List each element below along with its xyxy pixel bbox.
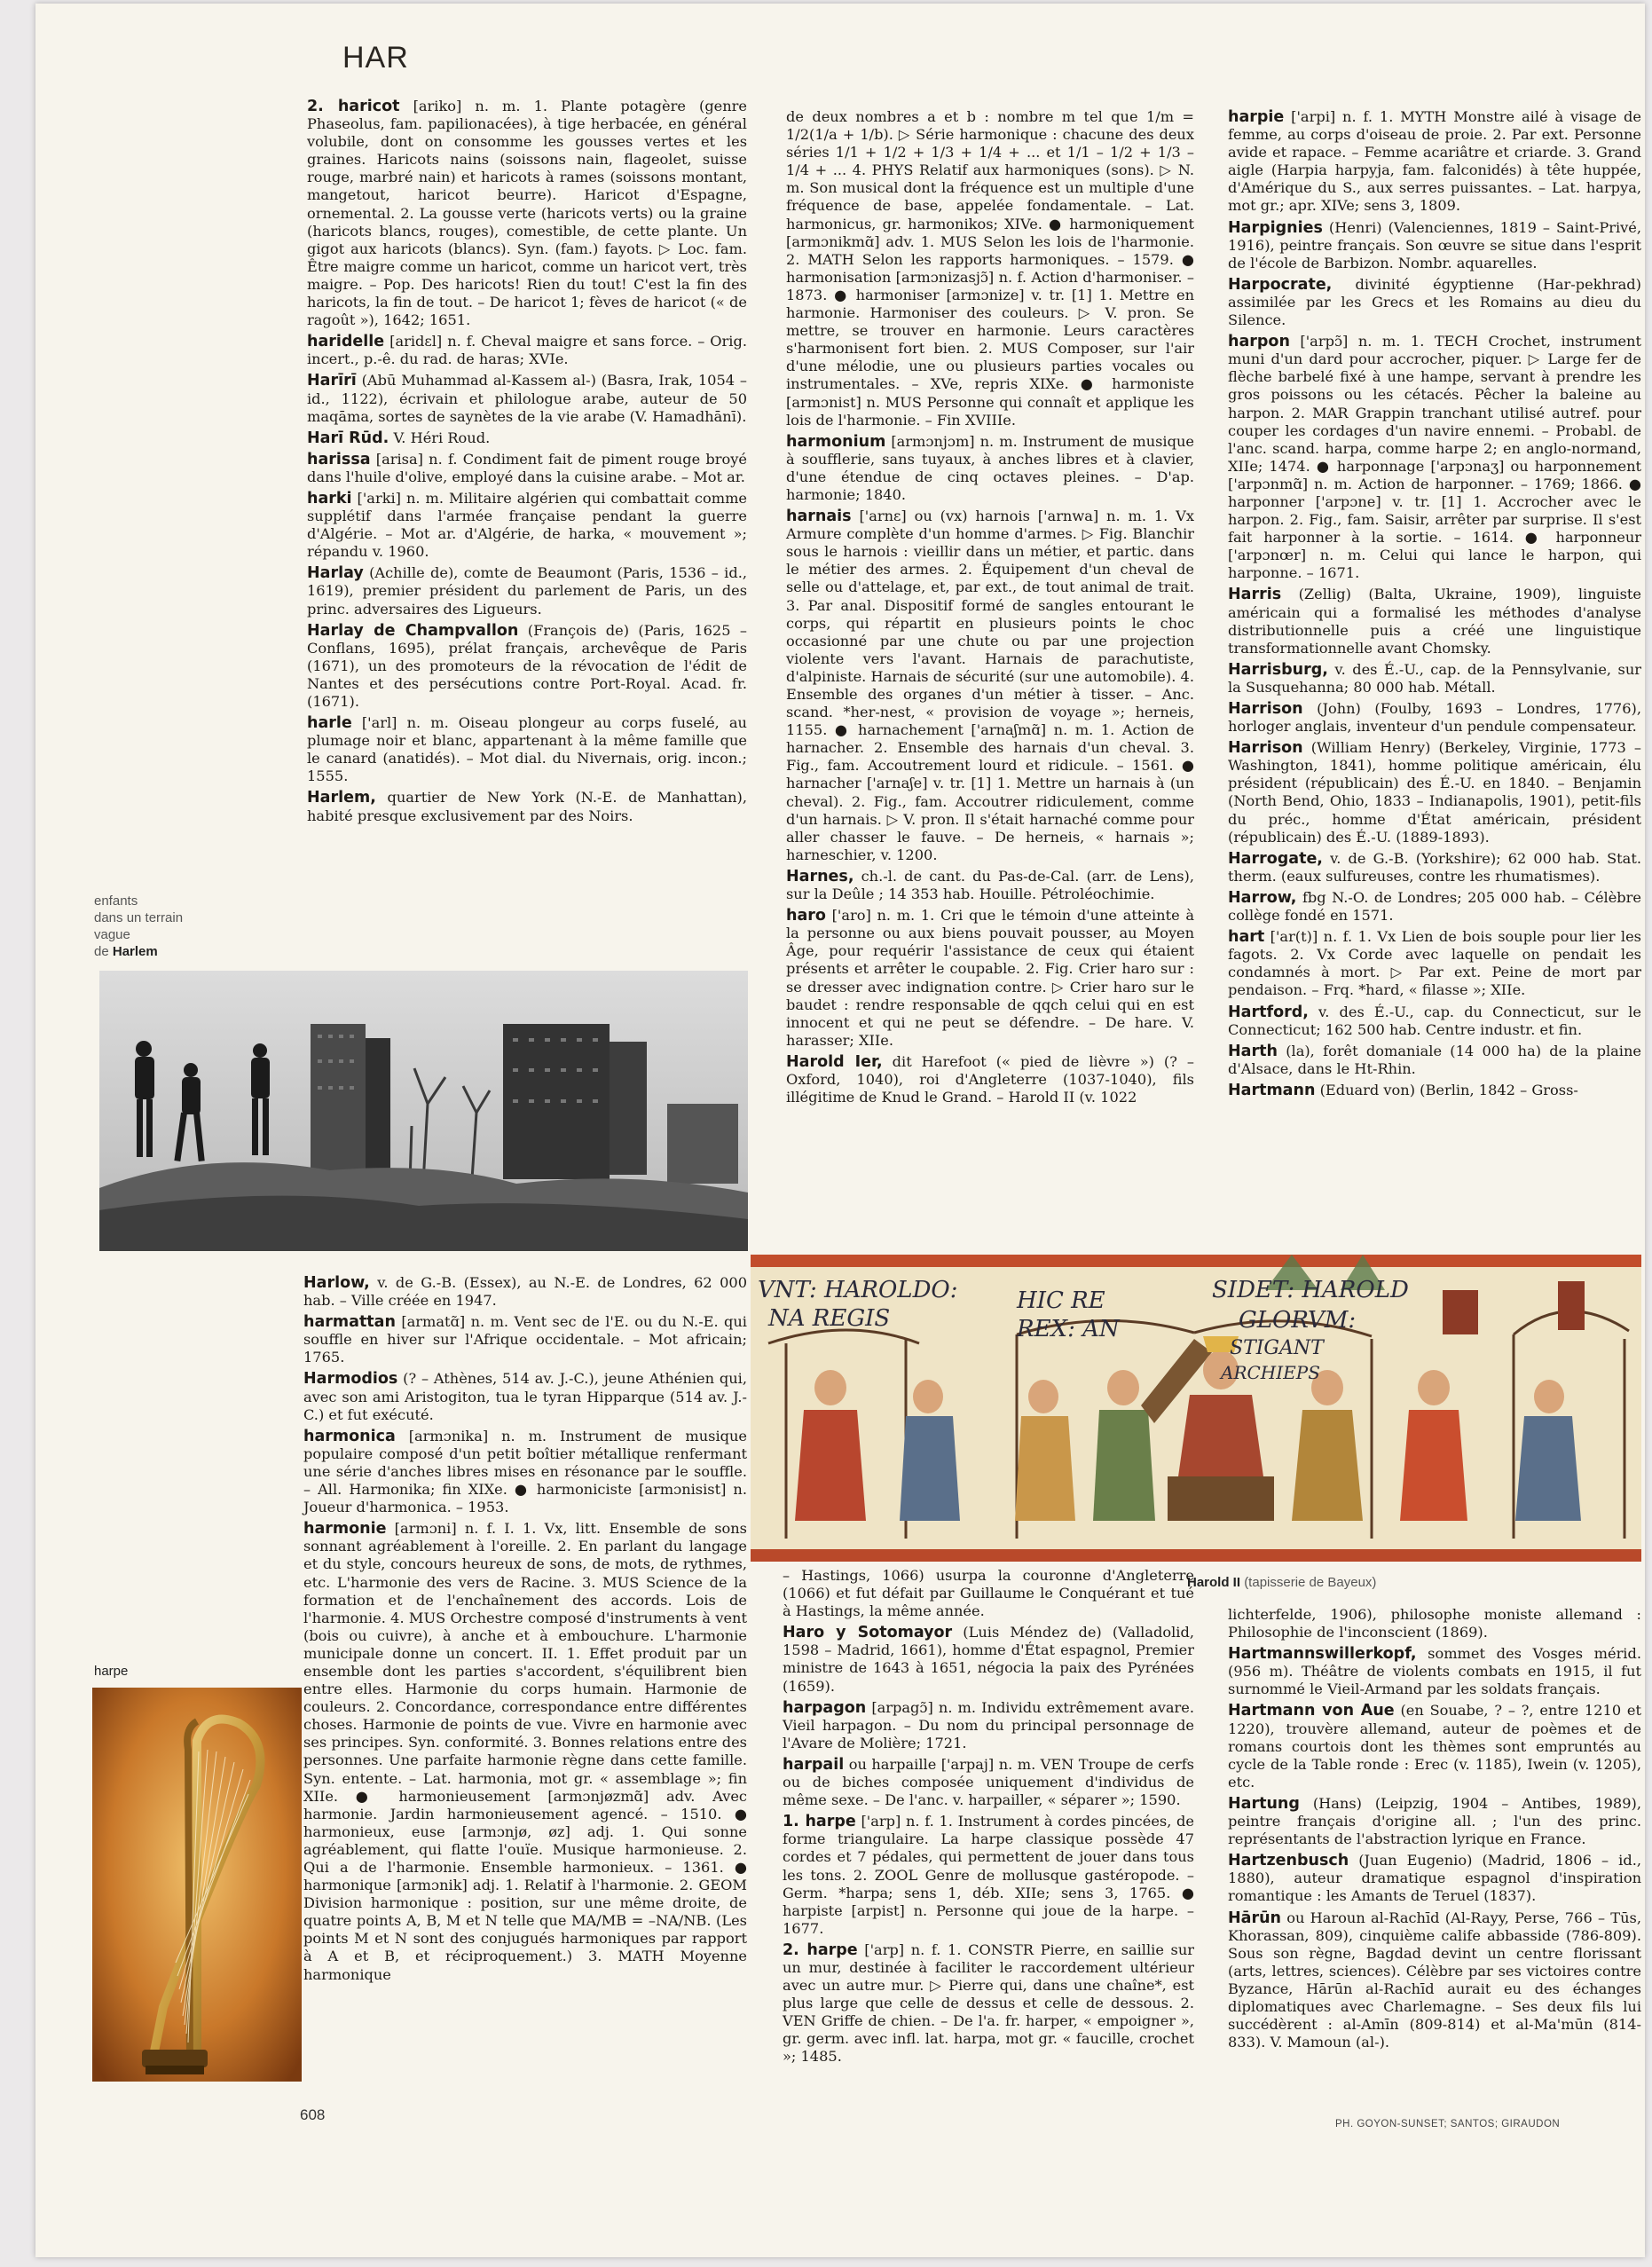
dictionary-entry (1228, 333, 1641, 582)
tapestry-text-c: HIC RE (1017, 1287, 1105, 1314)
entry-definition: ['arl] n. m. Oiseau plongeur au corps fuselé, au plumage noir et blanc, appartenant à la même famille que le canard (anatidés). – Mot dial. du Nivernais, orig. incon.; 1555. (307, 714, 747, 785)
dictionary-entry (303, 1274, 747, 1310)
entry-definition: v. de G.-B. (Yorkshire); 62 000 hab. Stat. therm. (eaux sulfureuses, contre les rhumatismes). (1228, 849, 1641, 885)
dictionary-entry (1228, 1004, 1641, 1039)
entry-headword: harnais (786, 508, 852, 526)
entry-headword: 2. harpe (783, 1940, 858, 1959)
harlem-caption-line1: enfants (94, 893, 138, 909)
entry-definition: dit Harefoot (« pied de lièvre ») (? – Oxford, 1040), roi d'Angleterre (1037-1040), fils illégitime de Knud le Grand. – Harold II (v. 1022 (786, 1052, 1194, 1106)
entry-definition: (Achille de), comte de Beaumont (Paris, 1536 – id., 1619), premier président du parlement de Paris, un des princ. adversaires des Ligueurs. (307, 564, 747, 618)
entry-headword: Hartmannswillerkopf, (1228, 1645, 1417, 1664)
dictionary-entry (1228, 1909, 1641, 2052)
dictionary-entry (783, 1813, 1194, 1938)
entry-headword: Harī Rūd. (307, 429, 389, 447)
dictionary-entry (1228, 108, 1641, 216)
dictionary-entry (786, 907, 1194, 1050)
dictionary-entry (783, 1941, 1194, 2066)
entry-headword: harmonica (303, 1427, 396, 1445)
harlem-caption-name: Harlem (112, 944, 158, 959)
entry-definition: ['aro] n. m. 1. Cri que le témoin d'une atteinte à la personne ou aux biens pouvait pousser, au Moyen Âge, pour requérir l'assistance de ceux qui étaient présents et arrêter le coupable. 2. Fig. Crier haro sur : se dresser avec indignation contre. ▷ Crier haro sur le baudet : rendre responsable de qqch celui qui en est innocent et qui ne peut se défendre. – De hare. V. harasser; XIIe. (786, 907, 1194, 1049)
entry-definition: (Hans) (Leipzig, 1904 – Antibes, 1989), peintre français d'origine all. ; l'un des princ. représentants de l'abstraction lyrique en France. (1228, 1794, 1641, 1848)
dictionary-entry (786, 433, 1194, 504)
dictionary-entry (307, 714, 747, 785)
column-2-bottom (783, 1567, 1194, 2070)
tapestry-text-f: GLORVM: (1239, 1307, 1357, 1334)
dictionary-entry (307, 429, 747, 447)
entry-definition: ['arnɛ] ou (vx) harnois ['arnwa] n. m. 1. Vx Armure complète d'un homme d'armes. ▷ Fig. Blanchir sous le harnois : vieillir dans un métier, et partic. dans le métier des armes. 2. Équipement d'un cheval de selle ou d'attelage, et, par ext., de tout animal de trait. 3. Par anal. Dispositif formé de sangles entourant le corps, qui répartit en plusieurs points le choc occasionné par une chute ou par une projection violente vers l'avant. Harnais de parachutiste, d'alpiniste. Harnais de sécurité (sur une automobile). 4. Ensemble des organes d'un métier à tisser. – Anc. scand. *her-nest, « provision de voyage »; herneis, 1155. ● harnachement ['arnaʃmɑ̃] n. m. 1. Action de harnacher. 2. Ensemble des harnais d'un cheval. 3. Fig., fam. Accoutrement lourd et ridicule. – 1561. ● harnacher ['arnaʃe] v. tr. [1] 1. Mettre un harnais à (un cheval). 2. Fig., fam. Accoutrer ridiculement, comme d'un harnais. ▷ V. pron. Il s'était harnaché comme pour aller chasser le fauve. – De herneis, « harnais »; harneschier, v. 1200. (786, 508, 1194, 863)
page-header-title: HAR (342, 41, 409, 75)
entry-definition: ['arpi] n. f. 1. MYTH Monstre ailé à visage de femme, au corps d'oiseau de proie. 2. Par ext. Personne avide et rapace. – Femme acariâtre et criarde. 3. Grand aigle (Harpia harpyja, fam. falconidés) à tête huppée, d'Amérique du S., aux serres puissantes. – Lat. harpya, mot gr.; apr. XIVe; sens 3, 1809. (1228, 108, 1641, 215)
entry-headword: Harrogate, (1228, 849, 1323, 868)
harp-image (92, 1688, 302, 2082)
entry-headword: Hartmann von Aue (1228, 1702, 1395, 1720)
dictionary-entry (1228, 739, 1641, 846)
dictionary-entry (786, 108, 1194, 429)
dictionary-page (35, 4, 1645, 2257)
tapestry-text-e: SIDET: HAROLD (1212, 1277, 1409, 1303)
entry-definition: sommet des Vosges mérid. (956 m). Théâtre de violents combats en 1915, il fut surnommé le Vieil-Armand par les soldats français. (1228, 1645, 1641, 1698)
entry-definition: [ariko] n. m. 1. Plante potagère (genre Phaseolus, fam. papilionacées), à tige herbacée, en général volubile, dont on consomme les gousses vertes et les graines. Haricots nains (soissons nain, flageolet, suisse rouge, marbré nain) et haricots à rames (soissons montant, mangetout, haricot beurre). Haricot d'Espagne, ornemental. 2. La gousse verte (haricots verts) ou la graine (haricots blancs, rouges), comestible, de cette plante. Un gigot aux haricots (blancs). Syn. (fam.) fayots. ▷ Loc. fam. Être maigre comme un haricot, comme un haricot vert, très maigre. – Pop. Des haricots! Rien du tout! C'est la fin des haricots, la fin de tout. – De haricot 1; fèves de haricot (« de ragoût »), 1642; 1651. (307, 98, 747, 329)
column-1-top (307, 98, 747, 829)
dictionary-entry (1228, 1795, 1641, 1848)
entry-headword: Harlow, (303, 1274, 370, 1292)
dictionary-entry (307, 98, 747, 329)
entry-definition: [armɔni] n. f. I. 1. Vx, litt. Ensemble de sons sonnant agréablement à l'oreille. 2. En parlant du langage et du style, concours heureux de sons, de mots, de rythmes, etc. L'harmonie des vers de Racine. 3. MUS Science de la formation et de l'enchaînement des accords. Lois de l'harmonie. 4. MUS Orchestre composé d'instruments à vent (bois ou cuivre), à anche et à embouchure. L'harmonie municipale donne un concert. II. 1. Effet produit par un ensemble dont les parties s'accordent, s'équilibrent bien entre elles. Harmonie du corps humain. Harmonie de couleurs. 2. Concordance, correspondance entre différentes choses. Harmonie de points de vue. Vivre en harmonie avec ses principes. Syn. conformité. 3. Bonnes relations entre des personnes. Une parfaite harmonie règne dans cette famille. Syn. entente. – Lat. harmonia, mot gr. « assemblage »; fin XIIe. ● harmonieusement [armɔnjøzmɑ̃] adv. Avec harmonie. Jardin harmonieusement agencé. – 1510. ● harmonieux, euse [armɔnjø, øz] adj. 1. Qui sonne agréablement, qui flatte l'ouïe. Musique harmonieuse. 2. Qui a de l'harmonie. Ensemble harmonieux. – 1361. ● harmonique [armɔnik] adj. 1. Relatif à l'harmonie. 2. GEOM Division harmonique : position, sur une même droite, de quatre points A, B, M et N telle que MA/MB = –NA/NB. (Les points M et N sont des conjugués harmoniques par rapport à A et B, et réciproquement.) 3. MATH Moyenne harmonique (303, 1520, 747, 1983)
entry-definition: ['arp] n. f. 1. Instrument à cordes pincées, de forme triangulaire. La harpe classique possède 47 cordes et 7 pédales, qui permettent de jouer dans tous les tons. 2. ZOOL Genre de mollusque gastéropode. – Germ. *harpa; sens 1, déb. XIIe; sens 3, 1765. ● harpiste [arpist] n. Personne qui joue de la harpe. – 1677. (783, 1813, 1194, 1937)
entry-definition: – Hastings, 1066) usurpa la couronne d'Angleterre (1066) et fut défait par Guillaume le Conquérant et tué à Hastings, la même année. (783, 1567, 1194, 1620)
dictionary-entry (786, 508, 1194, 864)
entry-headword: 1. harpe (783, 1813, 856, 1831)
entry-definition: (Abū Muhammad al-Kassem al-) (Basra, Irak, 1054 – id., 1122), écrivain et philologue arabe, auteur de 50 maqāma, sortes de saynètes de la vie arabe (V. Hamadhānī). (307, 372, 748, 425)
entry-headword: Harlay (307, 564, 364, 583)
dictionary-entry (307, 622, 747, 711)
entry-headword: harki (307, 489, 352, 508)
entry-definition: (la), forêt domaniale (14 000 ha) de la plaine d'Alsace, dans le Ht-Rhin. (1228, 1042, 1641, 1077)
entry-definition: (Henri) (Valenciennes, 1819 – Saint-Privé, 1916), peintre français. Son œuvre se situe dans l'esprit de l'école de Barbizon. Nombr. aquarelles. (1228, 218, 1642, 272)
entry-definition: [armɔnjɔm] n. m. Instrument de musique à soufflerie, sans tuyaux, à anches libres et à clavier, d'une étendue de cinq octaves pleines. – D'ap. harmonie; 1840. (786, 432, 1194, 503)
page-number: 608 (300, 2106, 326, 2123)
entry-headword: Harmodios (303, 1370, 398, 1389)
entry-headword: Harth (1228, 1042, 1278, 1060)
column-2-top (786, 108, 1194, 1110)
dictionary-entry (307, 372, 747, 425)
entry-definition: [arisa] n. f. Condiment fait de piment rouge broyé dans l'huile d'olive, employé dans la cuisine arabe. – Mot ar. (307, 450, 747, 485)
entry-headword: Harris (1228, 586, 1282, 604)
dictionary-entry (307, 564, 747, 618)
entry-definition: [armatɑ̃] n. m. Vent sec de l'E. ou du N.-E. qui souffle en hiver sur l'Afrique occidentale. – Mot africain; 1765. (303, 1313, 747, 1366)
dictionary-entry (1228, 219, 1641, 272)
entry-definition: quartier de New York (N.-E. de Manhattan), habité presque exclusivement par des Noirs. (307, 789, 747, 824)
entry-headword: Hārūn (1228, 1909, 1282, 1927)
dictionary-entry (1228, 661, 1641, 697)
entry-definition: v. des É.-U., cap. du Connecticut, sur le Connecticut; 162 500 hab. Centre industr. et fin. (1228, 1003, 1641, 1038)
dictionary-entry (783, 1624, 1194, 1695)
dictionary-entry (783, 1756, 1194, 1809)
dictionary-entry (303, 1520, 747, 1983)
dictionary-entry (307, 490, 747, 561)
entry-definition: [aridɛl] n. f. Cheval maigre et sans force. – Orig. incert., p.-ê. du rad. de haras; XVIe. (307, 333, 747, 368)
dictionary-entry (786, 1053, 1194, 1106)
tapestry-illustration (751, 1255, 1641, 1562)
entry-definition: v. des É.-U., cap. de la Pennsylvanie, sur la Susquehanna; 80 000 hab. Métall. (1228, 660, 1642, 696)
dictionary-entry (303, 1370, 747, 1423)
entry-definition: V. Héri Roud. (393, 429, 491, 446)
photo-credits: PH. GOYON-SUNSET; SANTOS; GIRAUDON (1335, 2119, 1561, 2129)
bayeux-caption-rest: (tapisserie de Bayeux) (1244, 1575, 1377, 1590)
entry-definition: (John) (Foulby, 1693 – Londres, 1776), horloger anglais, inventeur d'un pendule compensateur. (1228, 700, 1641, 736)
entry-definition: (Eduard von) (Berlin, 1842 – Gross- (1319, 1081, 1578, 1098)
entry-headword: hart (1228, 928, 1265, 947)
bayeux-caption (1187, 1574, 1542, 1591)
harp-photo (92, 1688, 302, 2082)
entry-headword: Haro y Sotomayor (783, 1624, 953, 1642)
dictionary-entry (303, 1313, 747, 1366)
tapestry-text-b: NA REGIS (768, 1305, 891, 1332)
dictionary-entry (307, 789, 747, 824)
dictionary-entry (1228, 1645, 1641, 1698)
dictionary-entry (1228, 700, 1641, 736)
harlem-caption-line3: de (94, 944, 109, 959)
entry-headword: harle (307, 714, 352, 733)
entry-headword: Hartzenbusch (1228, 1852, 1349, 1870)
dictionary-entry (1228, 276, 1641, 329)
entry-headword: harpagon (783, 1698, 867, 1717)
harlem-caption-line2: dans un terrain vague (94, 910, 184, 942)
entry-headword: Harpocrate, (1228, 275, 1333, 294)
entry-definition: v. de G.-B. (Essex), au N.-E. de Londres, 62 000 hab. – Ville créée en 1947. (303, 1274, 747, 1310)
entry-definition: (Zellig) (Balta, Ukraine, 1909), linguiste américain qui a formalisé les méthodes d'analyse distributionnelle puis a créé une linguistique transformationnelle avant Chomsky. (1228, 586, 1641, 657)
harlem-caption (94, 893, 218, 960)
entry-headword: Harrisburg, (1228, 660, 1328, 679)
dictionary-entry (1228, 1043, 1641, 1078)
bayeux-caption-name: Harold II (1187, 1575, 1241, 1590)
bayeux-tapestry-image (751, 1255, 1641, 1562)
entry-headword: harpie (1228, 108, 1285, 126)
entry-headword: haridelle (307, 333, 385, 351)
harlem-photo-image (99, 971, 748, 1251)
entry-headword: harissa (307, 450, 371, 468)
entry-headword: Hartmann (1228, 1081, 1316, 1099)
entry-definition: ch.-l. de cant. du Pas-de-Cal. (arr. de Lens), sur la Deûle ; 14 353 hab. Houille. Pétroléochimie. (786, 867, 1194, 903)
entry-definition: (William Henry) (Berkeley, Virginie, 1773 – Washington, 1841), homme politique américain, élu président (républicain) des É.-U. en 1840. – Benjamin (North Bend, Ohio, 1833 – Indianapolis, 1901), petit-fils du préc., homme d'État américain, président (républicain) des É.-U. (1889-1893). (1228, 739, 1641, 846)
entry-headword: harpail (783, 1755, 845, 1774)
entry-definition: (Juan Eugenio) (Madrid, 1806 – id., 1880), auteur dramatique espagnol d'inspiration romantique : les Amants de Teruel (1837). (1228, 1852, 1641, 1905)
entry-headword: Hartford, (1228, 1003, 1309, 1021)
dictionary-entry (1228, 1702, 1641, 1791)
entry-definition: (? – Athènes, 514 av. J.-C.), jeune Athénien qui, avec son ami Aristogiton, tua le tyran Hipparque (514 av. J.-C.) et fut exécuté. (303, 1370, 747, 1423)
tapestry-text-d: REX: AN (1017, 1316, 1120, 1342)
dictionary-entry (303, 1428, 747, 1516)
dictionary-entry (1228, 1852, 1641, 1905)
dictionary-entry (786, 868, 1194, 903)
entry-definition: ['arp] n. f. 1. CONSTR Pierre, en saillie sur un mur, destinée à faciliter le raccordement ultérieur avec un autre mur. ▷ Pierre qui, dans une chaîne*, est plus large que celle de dessus et celle de dessous. 2. VEN Griffe de chien. – De l'a. fr. harper, « empoigner », gr. germ. avec infl. lat. harpa, mot gr. « faucille, crochet »; 1485. (783, 1940, 1194, 2066)
entry-headword: Harrow, (1228, 888, 1297, 907)
tapestry-text-h: ARCHIEPS (1221, 1362, 1320, 1383)
dictionary-entry (1228, 928, 1641, 999)
dictionary-entry (1228, 586, 1641, 657)
entry-definition: (François de) (Paris, 1625 – Conflans, 1695), prélat français, archevêque de Paris (1671), un des promoteurs de la révocation de l'édit de Nantes et des persécutions contre Port-Royal. Acad. fr. (1671). (307, 621, 747, 710)
tapestry-text-a: VNT: HAROLDO: (758, 1277, 958, 1303)
entry-headword: Harold Ier, (786, 1052, 883, 1071)
dictionary-entry (1228, 850, 1641, 886)
entry-headword: harmonie (303, 1520, 387, 1539)
entry-definition: [arpagɔ̃] n. m. Individu extrêmement avare. Vieil harpagon. – Du nom du principal personnage de l'Avare de Molière; 1721. (783, 1698, 1194, 1751)
entry-headword: Harlem, (307, 789, 376, 807)
entry-definition: ['arki] n. m. Militaire algérien qui combattait comme supplétif dans l'armée française pendant la guerre d'Algérie. – Mot ar. d'Algérie, de harka, « mouvement »; répandu v. 1960. (307, 489, 748, 561)
entry-definition: de deux nombres a et b : nombre m tel que 1/m = 1/2(1/a + 1/b). ▷ Série harmonique : chacune des deux séries 1/1 + 1/2 + 1/3 + 1/4 + ... et 1/1 – 1/2 + 1/3 – 1/4 + ... 4. PHYS Relatif aux harmoniques (sons). ▷ N. m. Son musical dont la fréquence est un multiple d'une fréquence de base, appelée fondamentale. – Lat. harmonicus, gr. harmonikos; XIVe. ● harmoniquement [armɔnikmɑ̃] adv. 1. MUS Selon les lois de l'harmonie. 2. MATH Selon les rapports harmoniques. – 1579. ● harmonisation [armɔnizasjɔ̃] n. f. Action d'harmoniser. – 1873. ● harmoniser [armɔnize] v. tr. [1] 1. Mettre en harmonie. Harmoniser des couleurs. ▷ V. pron. Se mettre, se trouver en harmonie. Leurs caractères s'harmonisent fort bien. 2. MUS Composer, sur l'air d'une mélodie, une ou plusieurs parties vocales ou instrumentales. – XVe, repris XIXe. ● harmoniste [armɔnist] n. MUS Personne qui connaît et applique les lois de l'harmonie. – Fin XVIIIe. (786, 108, 1194, 429)
column-3-bottom (1228, 1606, 1641, 2055)
column-3-top (1228, 108, 1641, 1103)
entry-definition: ['ar(t)] n. f. 1. Vx Lien de bois souple pour lier les fagots. 2. Vx Corde avec laquelle on pendait les condamnés à mort. ▷ Par ext. Peine de mort par pendaison. – Frq. *hard, « filasse »; XIIe. (1228, 928, 1641, 999)
entry-definition: divinité égyptienne (Har-pekhrad) assimilée par les Grecs et les Romains au dieu du Silence. (1228, 275, 1641, 329)
entry-headword: Harīrī (307, 372, 357, 390)
harpe-caption: harpe (94, 1664, 129, 1679)
entry-definition: lichterfelde, 1906), philosophe moniste allemand : Philosophie de l'inconscient (1869). (1228, 1606, 1641, 1641)
entry-definition: ['arpɔ̃] n. m. 1. TECH Crochet, instrument muni d'un dard pour accrocher, piquer. ▷ Large fer de flèche barbelé fixé à une hampe, servant à prendre les gros poissons ou les cétacés. Pêcher la baleine au harpon. 2. MAR Grappin tranchant utilisé autref. pour couper les cordages d'un navire ennemi. – Probabl. de l'anc. scand. harpa, comme harpe 2; en anglo-normand, XIIe; 1474. ● harponnage ['arpɔnaʒ] ou harponnement ['arpɔnmɑ̃] n. m. Action de harponner. – 1769; 1866. ● harponner ['arpɔne] v. tr. [1] 1. Accrocher avec le harpon. 2. Fig., fam. Saisir, arrêter par surprise. Il s'est fait harponner à la sortie. – 1614. ● harponneur ['arpɔnœr] n. m. Celui qui lance le harpon, qui harponne. – 1671. (1228, 333, 1641, 582)
entry-headword: harmonium (786, 432, 886, 451)
entry-definition: [armɔnika] n. m. Instrument de musique populaire composé d'un petit boîtier métallique renfermant une série d'anches libres mises en résonance par le souffle. – All. Harmonika; fin XIXe. ● harmoniciste [armɔnisist] n. Joueur d'harmonica. – 1953. (303, 1427, 747, 1516)
dictionary-entry (1228, 1082, 1641, 1099)
dictionary-entry (1228, 889, 1641, 925)
entry-headword: Harpignies (1228, 218, 1323, 237)
entry-headword: Hartung (1228, 1794, 1300, 1813)
dictionary-entry (783, 1567, 1194, 1620)
entry-headword: Harrison (1228, 739, 1303, 758)
tapestry-text-g: STIGANT (1230, 1337, 1324, 1359)
entry-definition: ou Haroun al-Rachīd (Al-Rayy, Perse, 766 – Tūs, Khorassan, 809), cinquième calife abbasside (786-809). Sous son règne, Bagdad devint un centre florissant (arts, lettres, sciences). Célèbre par ses victoires contre Byzance, Hārūn al-Rachīd aurait eu des échanges diplomatiques avec Charlemagne. – Ses deux fils lui succédèrent : al-Amīn (809-814) et al-Ma'mūn (814-833). V. Mamoun (al-). (1228, 1909, 1641, 2051)
entry-headword: Harrison (1228, 700, 1303, 718)
entry-definition: fbg N.-O. de Londres; 205 000 hab. – Célèbre collège fondé en 1571. (1228, 888, 1641, 925)
entry-definition: (en Souabe, ? – ?, entre 1210 et 1220), trouvère allemand, auteur de poèmes et de romans courtois dont les thèmes sont empruntés au cycle de la Table ronde : Erec (v. 1185), Iwein (v. 1205), etc. (1228, 1702, 1642, 1791)
dictionary-entry (1228, 1606, 1641, 1641)
dictionary-entry (307, 451, 747, 486)
entry-headword: Harlay de Champvallon (307, 621, 519, 640)
dictionary-entry (307, 333, 747, 368)
entry-definition: (Luis Méndez de) (Valladolid, 1598 – Madrid, 1661), homme d'État espagnol, Premier ministre de 1643 à 1651, négocia la paix des Pyrénées (1659). (783, 1624, 1194, 1695)
entry-headword: harpon (1228, 333, 1290, 351)
harlem-photo (99, 971, 748, 1251)
column-1-bottom (303, 1274, 747, 1988)
entry-headword: harmattan (303, 1313, 396, 1332)
entry-definition: ou harpaille ['arpaj] n. m. VEN Troupe de cerfs ou de biches composée uniquement d'individus de même sexe. – De l'anc. v. harpailler, « séparer »; 1590. (783, 1755, 1194, 1809)
entry-headword: haro (786, 907, 826, 925)
entry-headword: Harnes, (786, 867, 854, 886)
dictionary-entry (783, 1699, 1194, 1752)
entry-headword: 2. haricot (307, 98, 400, 115)
